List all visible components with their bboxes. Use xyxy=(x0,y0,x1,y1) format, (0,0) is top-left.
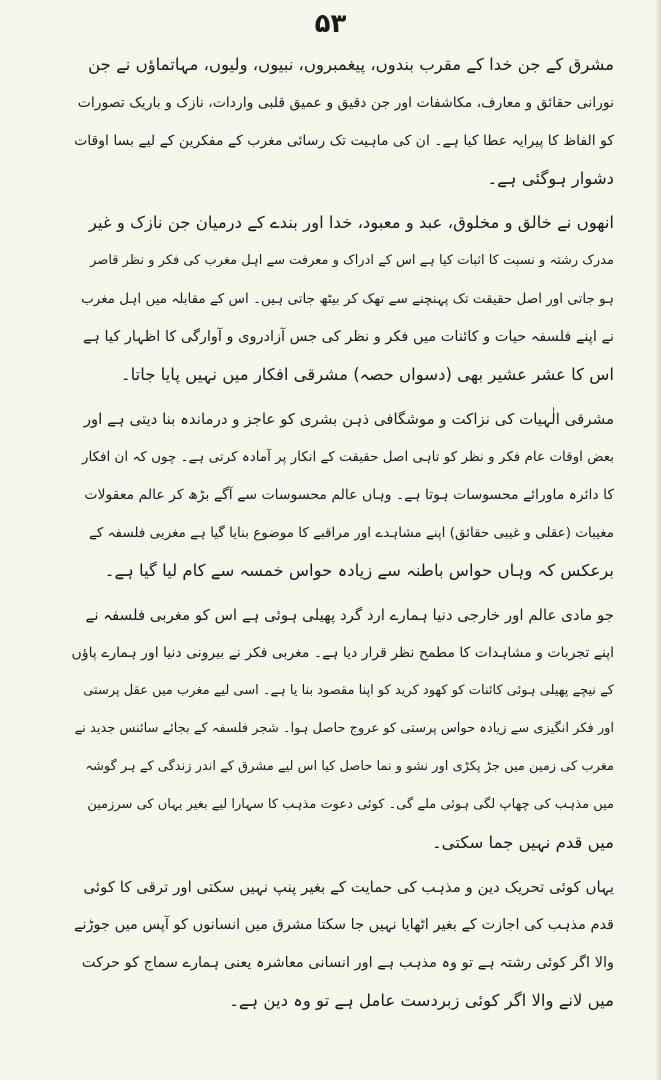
page-edge-shadow xyxy=(655,0,661,1080)
text-line: کو الفاظ کا پیرایہ عطا کیا ہے۔ ان کی ماہیت تک رسائی مغرب کے مفکرین کے لیے بسا اوقات xyxy=(74,133,614,149)
paragraph-1 xyxy=(72,46,614,198)
page-number: ۵۳ xyxy=(314,9,347,39)
text-line: مدرک رشتہ و نسبت کا اثبات کیا ہے اس کے ادراک و معرفت سے اہل مغرب کی فکر و نظر قاصر xyxy=(90,253,614,268)
text-line: بعض اوقات عام فکر و نظر کو تاہی اصل حقیقت کے انکار پر آمادہ کرتی ہے۔ چوں کہ ان افکار xyxy=(81,449,614,465)
text-line: والا اگر کوئی رشتہ ہے تو وہ مذہب ہے اور انسانی معاشرہ یعنی ہمارے سماج کو حرکت xyxy=(81,955,614,971)
text-line: میں لانے والا اگر کوئی زبردست عامل ہے تو وہ دین ہے۔ xyxy=(229,991,614,1010)
text-line: دشوار ہوگئی ہے۔ xyxy=(487,169,614,188)
text-line: میں مذہب کی چھاپ لگی ہوئی ملے گی۔ کوئی دعوت مذہب کا سہارا لیے بغیر یہاں کی سرزمین xyxy=(87,797,614,812)
text-line: یہاں کوئی تحریک دین و مذہب کی حمایت کے بغیر پنپ نہیں سکتی اور ترقی کا کوئی xyxy=(83,878,614,896)
body-text xyxy=(72,46,614,1020)
text-line: مغیبات (عقلی و غیبی حقائق) اپنے مشاہدے اور مراقبے کا موضوع بنایا گیا ہے مغربی فلسفہ کے xyxy=(89,525,614,541)
text-line: اپنے تجربات و مشاہدات کا مطمح نظر قرار دیا ہے۔ مغربی فکر نے بیرونی دنیا اور ہمارے پاؤں xyxy=(72,645,614,661)
text-line: ہو جاتی اور اصل حقیقت تک پہنچنے سے تھک کر بیٹھ جاتی ہیں۔ اس کے مقابلہ میں اہل مغرب xyxy=(81,291,614,307)
paragraph-4 xyxy=(72,596,614,862)
text-line: مشرق کے جن خدا کے مقرب بندوں، پیغمبروں، نبیوں، ولیوں، مہاتماؤں نے جن xyxy=(88,55,614,74)
text-line: برعکس کہ وہاں حواس باطنہ سے زیادہ حواس خمسہ سے کام لیا گیا ہے۔ xyxy=(104,561,614,580)
text-line: مشرقی الٰہیات کی نزاکت و موشگافی ذہن بشری کو عاجز و درماندہ بنا دیتی ہے اور xyxy=(83,410,614,428)
text-line: انھوں نے خالق و مخلوق، عبد و معبود، خدا اور بندے کے درمیان جن نازک و غیر xyxy=(88,213,614,232)
text-line: میں قدم نہیں جما سکتی۔ xyxy=(431,833,614,852)
text-line: قدم مذہب کی اجازت کے بغیر اٹھایا نہیں جا سکتا مشرق میں انسانوں کو آپس میں جوڑنے xyxy=(74,917,614,933)
text-line: مغرب کی زمین میں جڑ پکڑی اور نشو و نما حاصل کیا اس لیے مشرق کے اندر زندگی کے ہر گوشہ xyxy=(85,759,614,774)
paragraph-3 xyxy=(72,400,614,590)
text-line: اور فکر انگیزی سے زیادہ حواس پرستی کو عروج حاصل ہوا۔ شجر فلسفہ کے بجائے سائنس جدید نے xyxy=(74,721,614,736)
paragraph-2 xyxy=(72,204,614,394)
text-line: کا دائرہ ماورائے محسوسات ہوتا ہے۔ وہاں عالم محسوسات سے آگے بڑھ کر عالم معقولات xyxy=(84,487,614,503)
text-line: اس کا عشر عشیر بھی (دسواں حصہ) مشرقی افکار میں نہیں پایا جاتا۔ xyxy=(120,365,614,384)
text-line: کے نیچے پھیلی ہوئی کائنات کو کھود کرید کو اپنا مقصود بنا یا ہے۔ اسی لیے مغرب میں عقل پرستی xyxy=(83,683,614,698)
text-line: جو مادی عالم اور خارجی دنیا ہمارے ارد گرد پھیلی ہوئی ہے اس کو مغربی فلسفہ نے xyxy=(85,606,614,624)
text-line: نورانی حقائق و معارف، مکاشفات اور جن دقیق و عمیق قلبی واردات، نازک و باریک تصورات xyxy=(77,95,614,111)
paragraph-5 xyxy=(72,868,614,1020)
text-line: نے اپنے فلسفہ حیات و کائنات میں فکر و نظر کی جس آزادروی و آوارگی کا اظہار کیا ہے xyxy=(82,329,614,345)
